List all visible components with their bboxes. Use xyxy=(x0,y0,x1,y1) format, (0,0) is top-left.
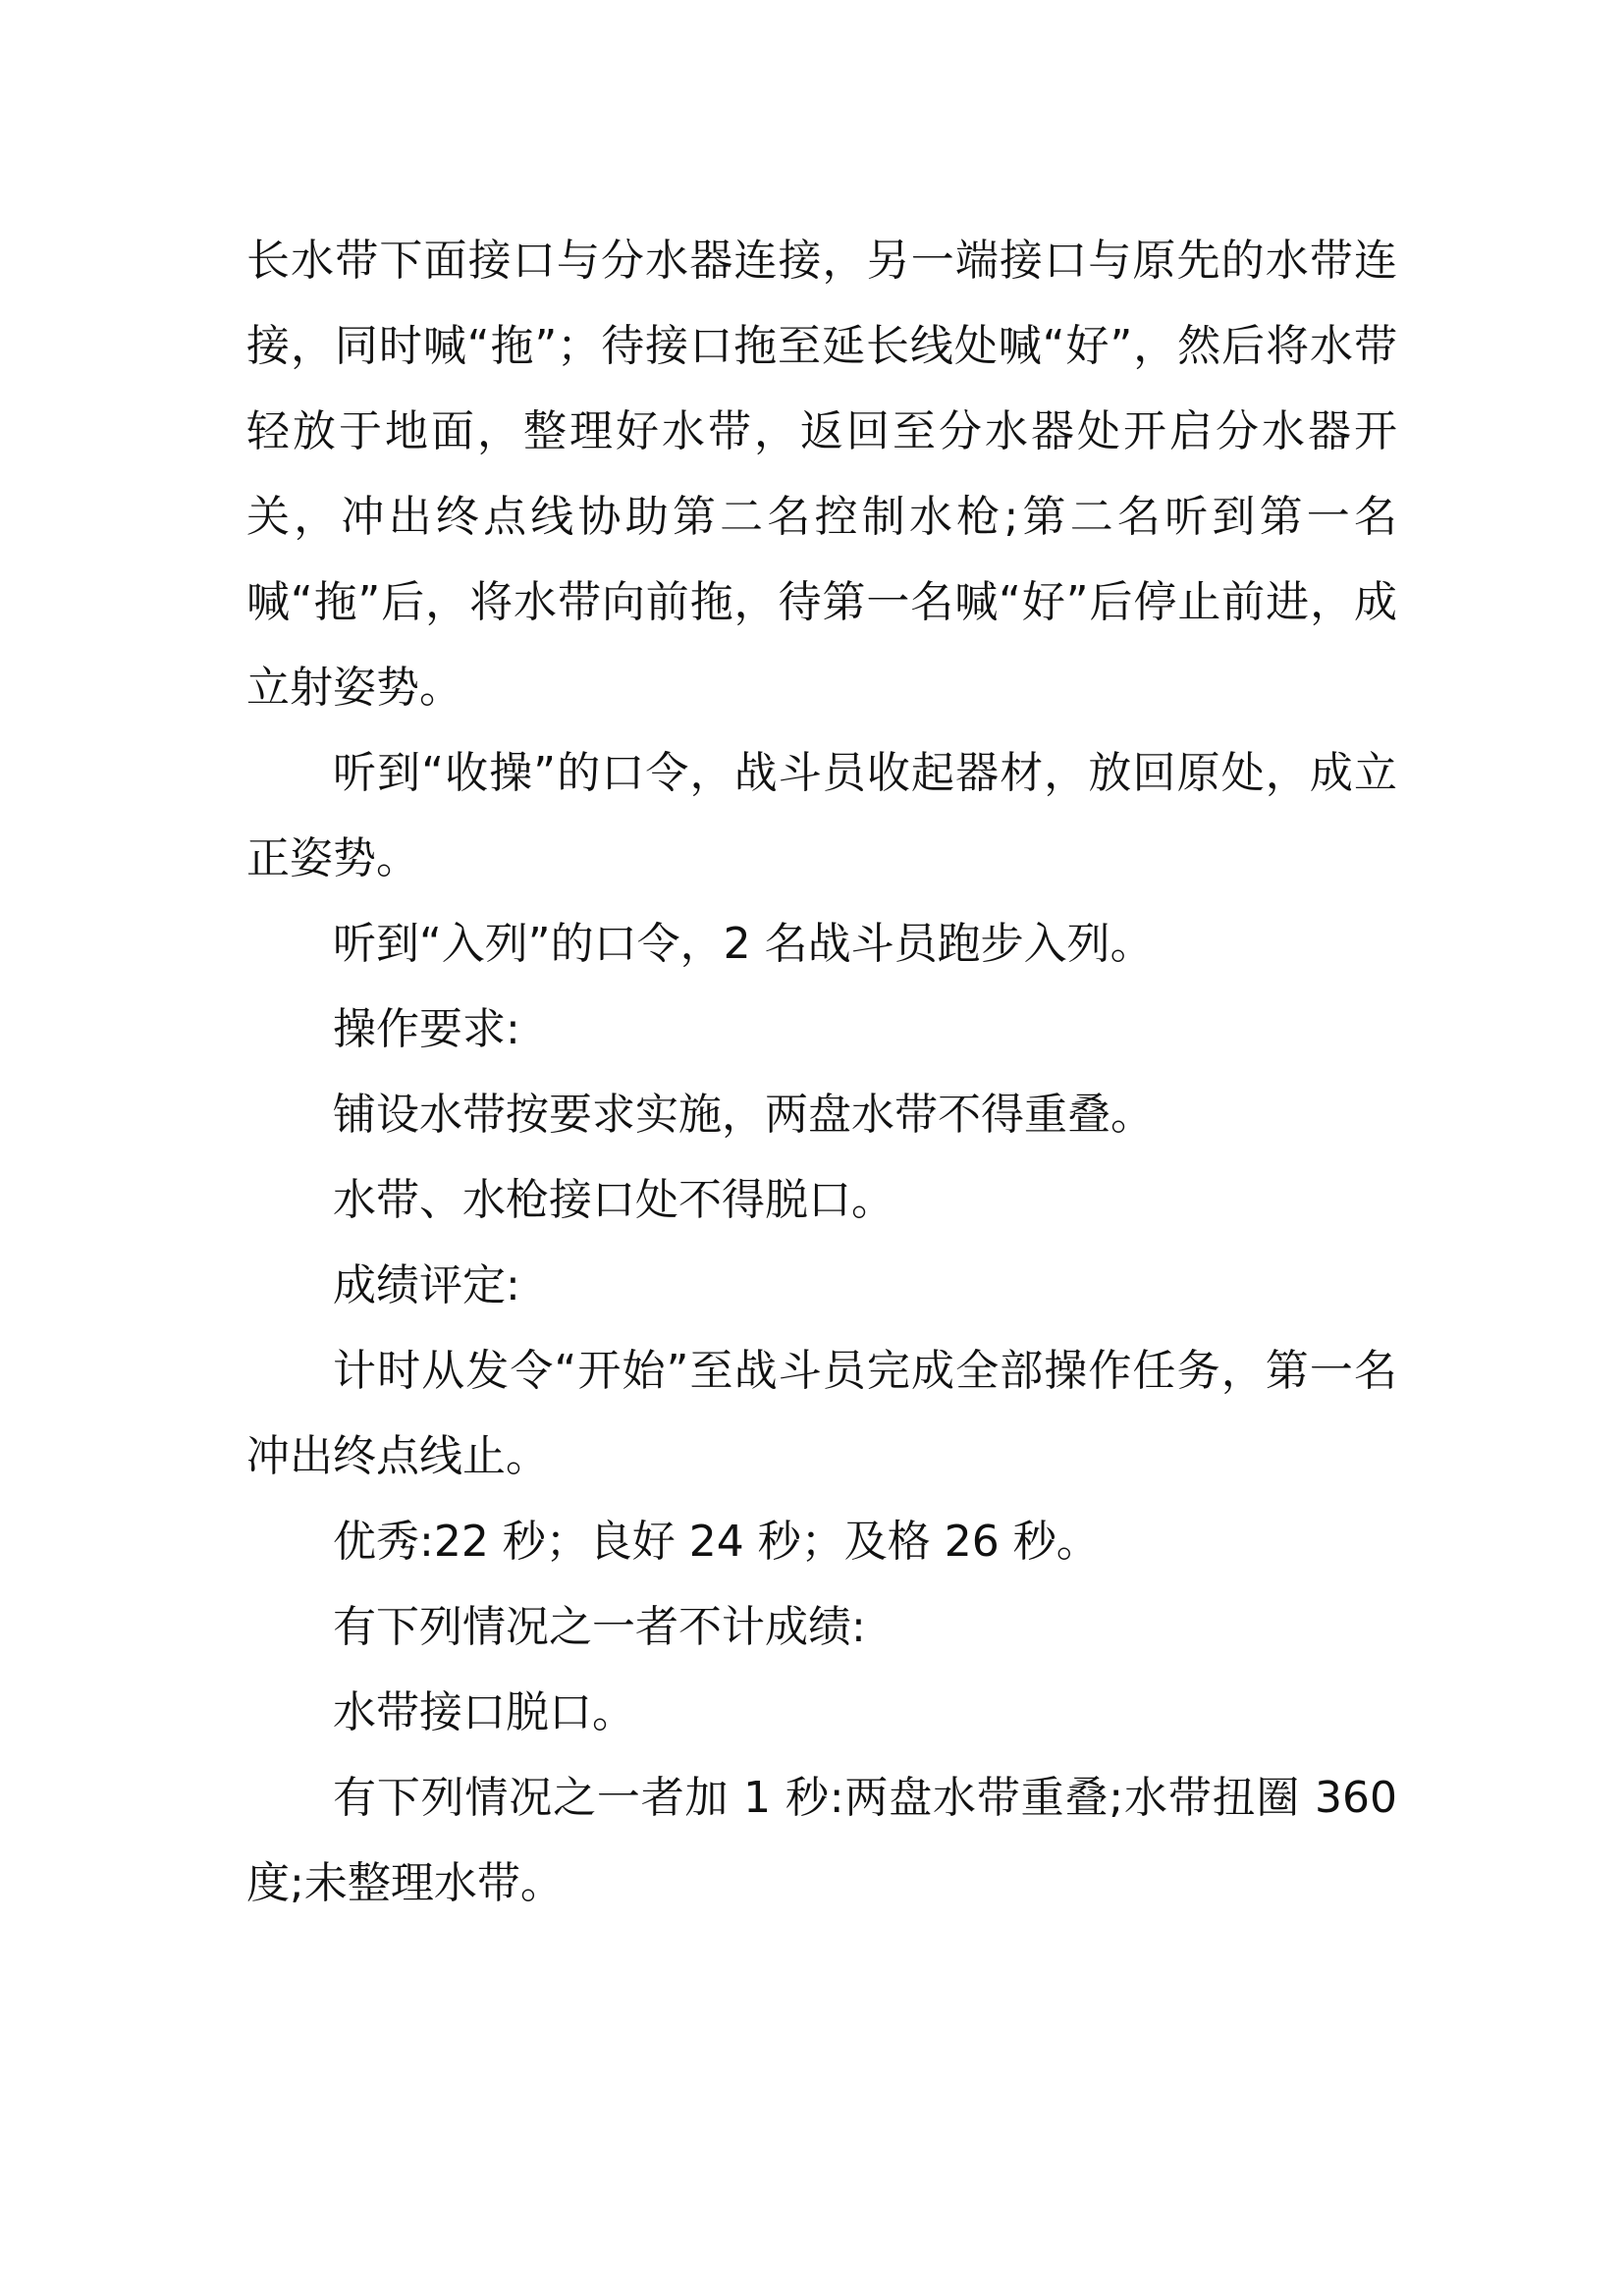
document-body xyxy=(246,218,1397,1926)
heading-no-score-conditions: 有下列情况之一者不计成绩: xyxy=(333,1602,866,1652)
paragraph-timing-rule: 计时从发令“开始”至战斗员完成全部操作任务，第一名冲出终点线止。 xyxy=(246,1346,1397,1481)
heading-operation-requirements: 操作要求: xyxy=(333,1004,520,1054)
paragraph-requirement-no-disconnect: 水带、水枪接口处不得脱口。 xyxy=(333,1175,894,1225)
heading-scoring: 成绩评定: xyxy=(333,1260,520,1310)
paragraph-fall-in: 听到“入列”的口令，2 名战斗员跑步入列。 xyxy=(333,919,1154,969)
paragraph-requirement-no-overlap: 铺设水带按要求实施，两盘水带不得重叠。 xyxy=(333,1090,1154,1140)
paragraph-grade-thresholds: 优秀:22 秒；良好 24 秒；及格 26 秒。 xyxy=(333,1517,1100,1567)
paragraph-hose-connection: 长水带下面接口与分水器连接，另一端接口与原先的水带连接，同时喊“拖”；待接口拖至延长线处喊“好”，然后将水带轻放于地面，整理好水带，返回至分水器处开启分水器开关，冲出终点线协助第二名控制水枪;第二名听到第一名喊“拖”后，将水带向前拖，待第一名喊“好”后停止前进，成立射姿势。 xyxy=(246,236,1397,713)
paragraph-penalty-conditions: 有下列情况之一者加 1 秒:两盘水带重叠;水带扭圈 360 度;未整理水带。 xyxy=(246,1773,1397,1908)
paragraph-no-score-condition: 水带接口脱口。 xyxy=(333,1687,635,1737)
paragraph-cease-drill: 听到“收操”的口令，战斗员收起器材，放回原处，成立正姿势。 xyxy=(246,748,1397,883)
